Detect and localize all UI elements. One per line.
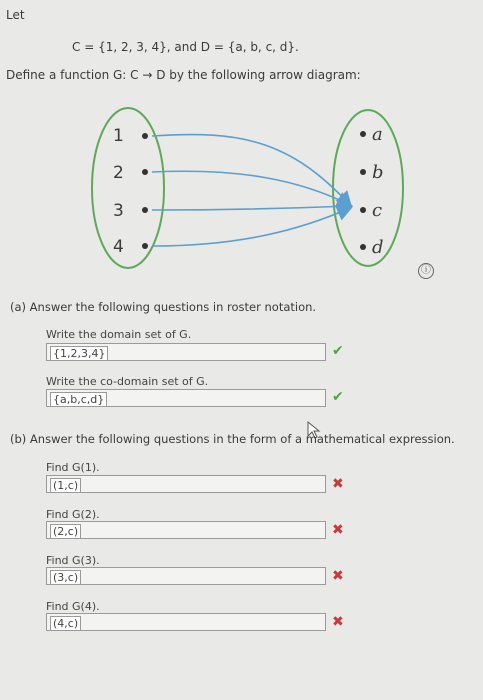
function-definition: Define a function G: C → D by the following arrow diagram: xyxy=(6,68,361,82)
domain-correct-check-icon: ✔ xyxy=(332,343,344,359)
codomain-label-d: d xyxy=(372,237,384,258)
g2-answer-field[interactable]: (2,c) xyxy=(46,521,326,539)
arrow-diagram xyxy=(0,0,483,300)
intro-let: Let xyxy=(6,8,25,22)
g1-answer-field[interactable]: (1,c) xyxy=(46,475,326,493)
codomain-correct-check-icon: ✔ xyxy=(332,389,344,405)
domain-answer-field[interactable]: {1,2,3,4} xyxy=(46,343,326,361)
part-a-heading: (a) Answer the following questions in roster notation. xyxy=(10,300,317,314)
g4-question-label: Find G(4). xyxy=(46,600,100,613)
domain-question-label: Write the domain set of G. xyxy=(46,328,192,341)
g3-question-label: Find G(3). xyxy=(46,554,100,567)
codomain-answer-field[interactable]: {a,b,c,d} xyxy=(46,389,326,407)
domain-label-4: 4 xyxy=(113,237,124,257)
info-icon[interactable]: ⓘ xyxy=(418,263,434,279)
g4-answer-field[interactable]: (4,c) xyxy=(46,613,326,631)
g3-incorrect-x-icon: ✖ xyxy=(332,568,344,584)
g2-question-label: Find G(2). xyxy=(46,508,100,521)
codomain-label-a: a xyxy=(372,124,383,145)
codomain-ellipse xyxy=(333,110,403,266)
domain-label-2: 2 xyxy=(113,163,124,183)
domain-label-3: 3 xyxy=(113,201,124,221)
codomain-question-label: Write the co-domain set of G. xyxy=(46,375,209,388)
g1-question-label: Find G(1). xyxy=(46,461,100,474)
codomain-label-c: c xyxy=(372,200,383,221)
g4-incorrect-x-icon: ✖ xyxy=(332,614,344,630)
arrow-1 xyxy=(152,135,350,205)
domain-ellipse xyxy=(92,108,164,268)
g2-incorrect-x-icon: ✖ xyxy=(332,522,344,538)
arrow-4 xyxy=(152,208,350,246)
arrow-3 xyxy=(152,206,350,210)
codomain-label-b: b xyxy=(372,162,384,183)
domain-label-1: 1 xyxy=(113,126,124,146)
part-b-heading: (b) Answer the following questions in the form of a mathematical expression. xyxy=(10,432,455,446)
g3-answer-field[interactable]: (3,c) xyxy=(46,567,326,585)
g1-incorrect-x-icon: ✖ xyxy=(332,476,344,492)
sets-definition: C = {1, 2, 3, 4}, and D = {a, b, c, d}. xyxy=(72,40,299,54)
